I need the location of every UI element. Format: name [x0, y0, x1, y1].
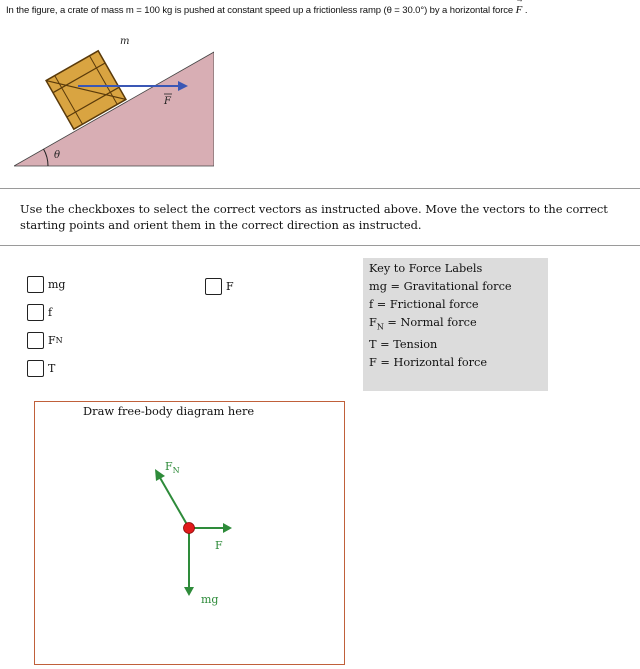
divider-top: [0, 188, 640, 189]
canvas-title: Draw free-body diagram here: [83, 404, 255, 418]
origin-point[interactable]: [184, 523, 195, 534]
checkbox-box[interactable]: [27, 360, 44, 377]
checkbox-t[interactable]: [27, 360, 55, 377]
angle-label: θ: [54, 150, 61, 161]
checkbox-label: F: [48, 334, 56, 347]
free-body-diagram: [35, 402, 343, 663]
key-title: Key to Force Labels: [369, 262, 483, 275]
question-end: .: [524, 5, 528, 16]
free-body-diagram-canvas[interactable]: [34, 401, 345, 665]
force-label-key: [363, 258, 548, 391]
checkbox-f-horizontal[interactable]: [205, 278, 234, 295]
vector-horizontal-force-head[interactable]: [223, 523, 232, 533]
checkbox-label-sub: N: [55, 336, 63, 345]
divider-bottom: [0, 245, 640, 246]
key-item: F = Horizontal force: [369, 356, 488, 370]
ramp-figure: [14, 36, 214, 168]
key-item: mg = Gravitational force: [369, 280, 512, 293]
force-vector-symbol: → F: [516, 4, 523, 16]
checkbox-label: T: [48, 362, 56, 375]
mass-label: m: [120, 36, 130, 47]
checkbox-box[interactable]: [27, 276, 44, 293]
checkbox-box[interactable]: [27, 304, 44, 321]
key-item: $F_N$ = Normal force: [369, 316, 477, 332]
checkbox-mg[interactable]: [27, 276, 65, 293]
checkbox-f[interactable]: [27, 304, 52, 321]
vector-gravity-label: mg: [201, 593, 219, 606]
checkbox-fn[interactable]: [27, 332, 63, 349]
checkbox-box[interactable]: [205, 278, 222, 295]
vector-gravity-head[interactable]: [184, 587, 194, 596]
checkbox-label: mg: [48, 278, 66, 291]
key-item: T = Tension: [369, 338, 438, 352]
checkbox-label: f: [48, 306, 53, 319]
checkbox-label: F: [226, 280, 234, 293]
vector-normal-force[interactable]: [159, 476, 189, 528]
instructions: Use the checkboxes to select the correct vectors as instructed above. Move the vectors to the correct starting points and orient them in the correct direction as instructed.: [20, 202, 608, 232]
vector-normal-force-label: $F_N$: [165, 460, 180, 475]
force-label: F: [164, 96, 171, 107]
checkbox-box[interactable]: [27, 332, 44, 349]
question-body: In the figure, a crate of mass m = 100 kg is pushed at constant speed up a frictionless ramp (θ = 30.0°) by a horizontal force: [6, 5, 514, 16]
vector-horizontal-force-label: F: [215, 539, 223, 552]
key-item: f = Frictional force: [369, 298, 479, 311]
question-text: [6, 4, 634, 16]
